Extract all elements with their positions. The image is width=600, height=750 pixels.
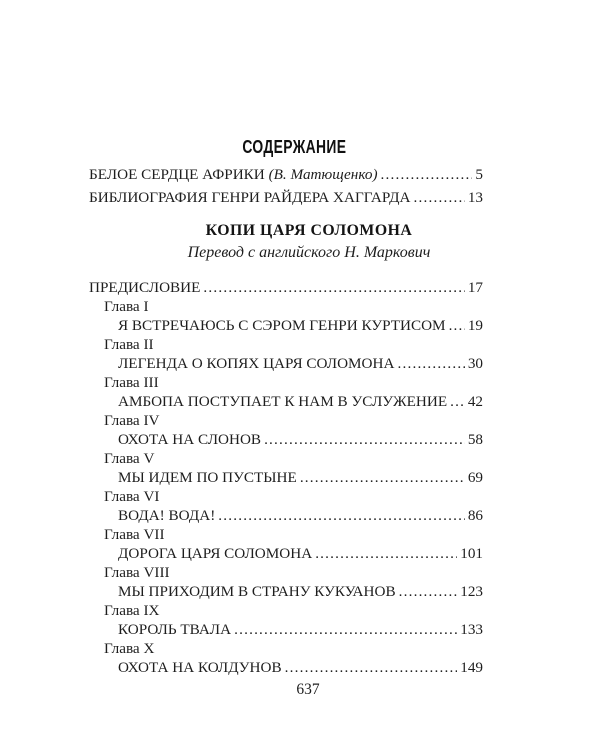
entry-label: МЫ ИДЕМ ПО ПУСТЫНЕ xyxy=(118,469,297,486)
toc-entry xyxy=(89,506,483,525)
chapter-heading xyxy=(89,335,483,354)
book-title: КОПИ ЦАРЯ СОЛОМОНА xyxy=(205,222,413,239)
entry-page-number: 13 xyxy=(467,188,483,206)
entry-page-number: 42 xyxy=(467,393,483,410)
chapter-heading xyxy=(89,487,483,506)
entry-page-number: 86 xyxy=(467,507,483,524)
chapter-list xyxy=(89,278,483,677)
entry-label: КОРОЛЬ ТВАЛА xyxy=(118,621,232,638)
toc-entry xyxy=(89,544,483,563)
toc-entry xyxy=(89,187,483,210)
chapter-heading-text: Глава IX xyxy=(104,602,160,619)
dot-leader xyxy=(264,430,465,449)
toc-entry xyxy=(89,620,483,639)
page-title xyxy=(0,137,594,156)
dot-leader xyxy=(234,620,457,639)
dot-leader xyxy=(413,187,464,210)
chapter-heading-text: Глава VI xyxy=(104,488,160,505)
chapter-heading xyxy=(89,525,483,544)
dot-leader xyxy=(381,164,473,187)
toc-entry xyxy=(89,658,483,677)
chapter-heading-text: Глава IV xyxy=(104,412,160,429)
entry-label-text: БЕЛОЕ СЕРДЦЕ АФРИКИ xyxy=(89,166,269,183)
chapter-heading-text: Глава VII xyxy=(104,526,165,543)
chapter-heading xyxy=(89,411,483,430)
chapter-heading-text: Глава V xyxy=(104,450,155,467)
dot-leader xyxy=(315,544,457,563)
chapter-heading-text: Глава II xyxy=(104,336,154,353)
toc-entry xyxy=(89,582,483,601)
toc-entry xyxy=(89,468,483,487)
entry-page-number: 101 xyxy=(460,545,483,562)
dot-leader xyxy=(399,582,458,601)
toc-entry xyxy=(89,430,483,449)
dot-leader xyxy=(397,354,464,373)
entry-label-text: БИБЛИОГРАФИЯ ГЕНРИ РАЙДЕРА ХАГГАРДА xyxy=(89,188,411,206)
chapter-heading-text: Глава VIII xyxy=(104,564,170,581)
entry-label xyxy=(89,187,410,210)
toc-entry xyxy=(89,354,483,373)
dot-leader xyxy=(449,316,465,335)
chapter-heading xyxy=(89,297,483,316)
entry-label: ЛЕГЕНДА О КОПЯХ ЦАРЯ СОЛОМОНА xyxy=(118,355,395,372)
chapter-heading xyxy=(89,563,483,582)
toc-entry xyxy=(89,316,483,335)
entry-label: ВОДА! ВОДА! xyxy=(118,507,216,524)
dot-leader xyxy=(203,278,464,297)
entry-page-number: 123 xyxy=(460,583,483,600)
book-section-header xyxy=(9,221,600,262)
entry-page-number: 5 xyxy=(475,166,483,183)
entry-page-number: 133 xyxy=(460,621,483,638)
toc-entry-preface xyxy=(89,278,483,297)
entry-label: ПРЕДИСЛОВИЕ xyxy=(89,279,201,296)
page-title-text: СОДЕРЖАНИЕ xyxy=(241,136,347,157)
dot-leader xyxy=(450,392,465,411)
chapter-heading xyxy=(89,639,483,658)
entry-page-number: 69 xyxy=(467,469,483,486)
entry-label: АМБОПА ПОСТУПАЕТ К НАМ В УСЛУЖЕНИЕ xyxy=(118,393,448,410)
entry-label: ОХОТА НА КОЛДУНОВ xyxy=(118,659,282,676)
entry-page-number: 30 xyxy=(467,355,483,372)
dot-leader xyxy=(285,658,458,677)
toc-entry xyxy=(89,392,483,411)
entry-label xyxy=(89,164,378,187)
entry-page-number: 149 xyxy=(460,659,483,676)
chapter-heading-text: Глава I xyxy=(104,298,149,315)
entry-label: Я ВСТРЕЧАЮСЬ С СЭРОМ ГЕНРИ КУРТИСОМ xyxy=(118,317,446,334)
chapter-heading xyxy=(89,601,483,620)
chapter-heading-text: Глава X xyxy=(104,640,155,657)
dot-leader xyxy=(300,468,465,487)
dot-leader xyxy=(218,506,465,525)
entry-label: МЫ ПРИХОДИМ В СТРАНУ КУКУАНОВ xyxy=(118,583,396,600)
entry-label: ОХОТА НА СЛОНОВ xyxy=(118,431,262,448)
toc-entry xyxy=(89,164,483,187)
folio-page-number: 637 xyxy=(296,681,320,698)
entry-page-number: 17 xyxy=(467,279,483,296)
chapter-heading-text: Глава III xyxy=(104,374,159,391)
entry-author: (В. Матющенко) xyxy=(268,166,378,183)
entry-page-number: 58 xyxy=(467,431,483,448)
book-subtitle: Перевод с английского Н. Маркович xyxy=(187,244,431,261)
frontmatter-entries xyxy=(89,164,483,209)
entry-page-number: 19 xyxy=(467,317,483,334)
entry-label: ДОРОГА ЦАРЯ СОЛОМОНА xyxy=(118,545,313,562)
chapter-heading xyxy=(89,449,483,468)
chapter-heading xyxy=(89,373,483,392)
